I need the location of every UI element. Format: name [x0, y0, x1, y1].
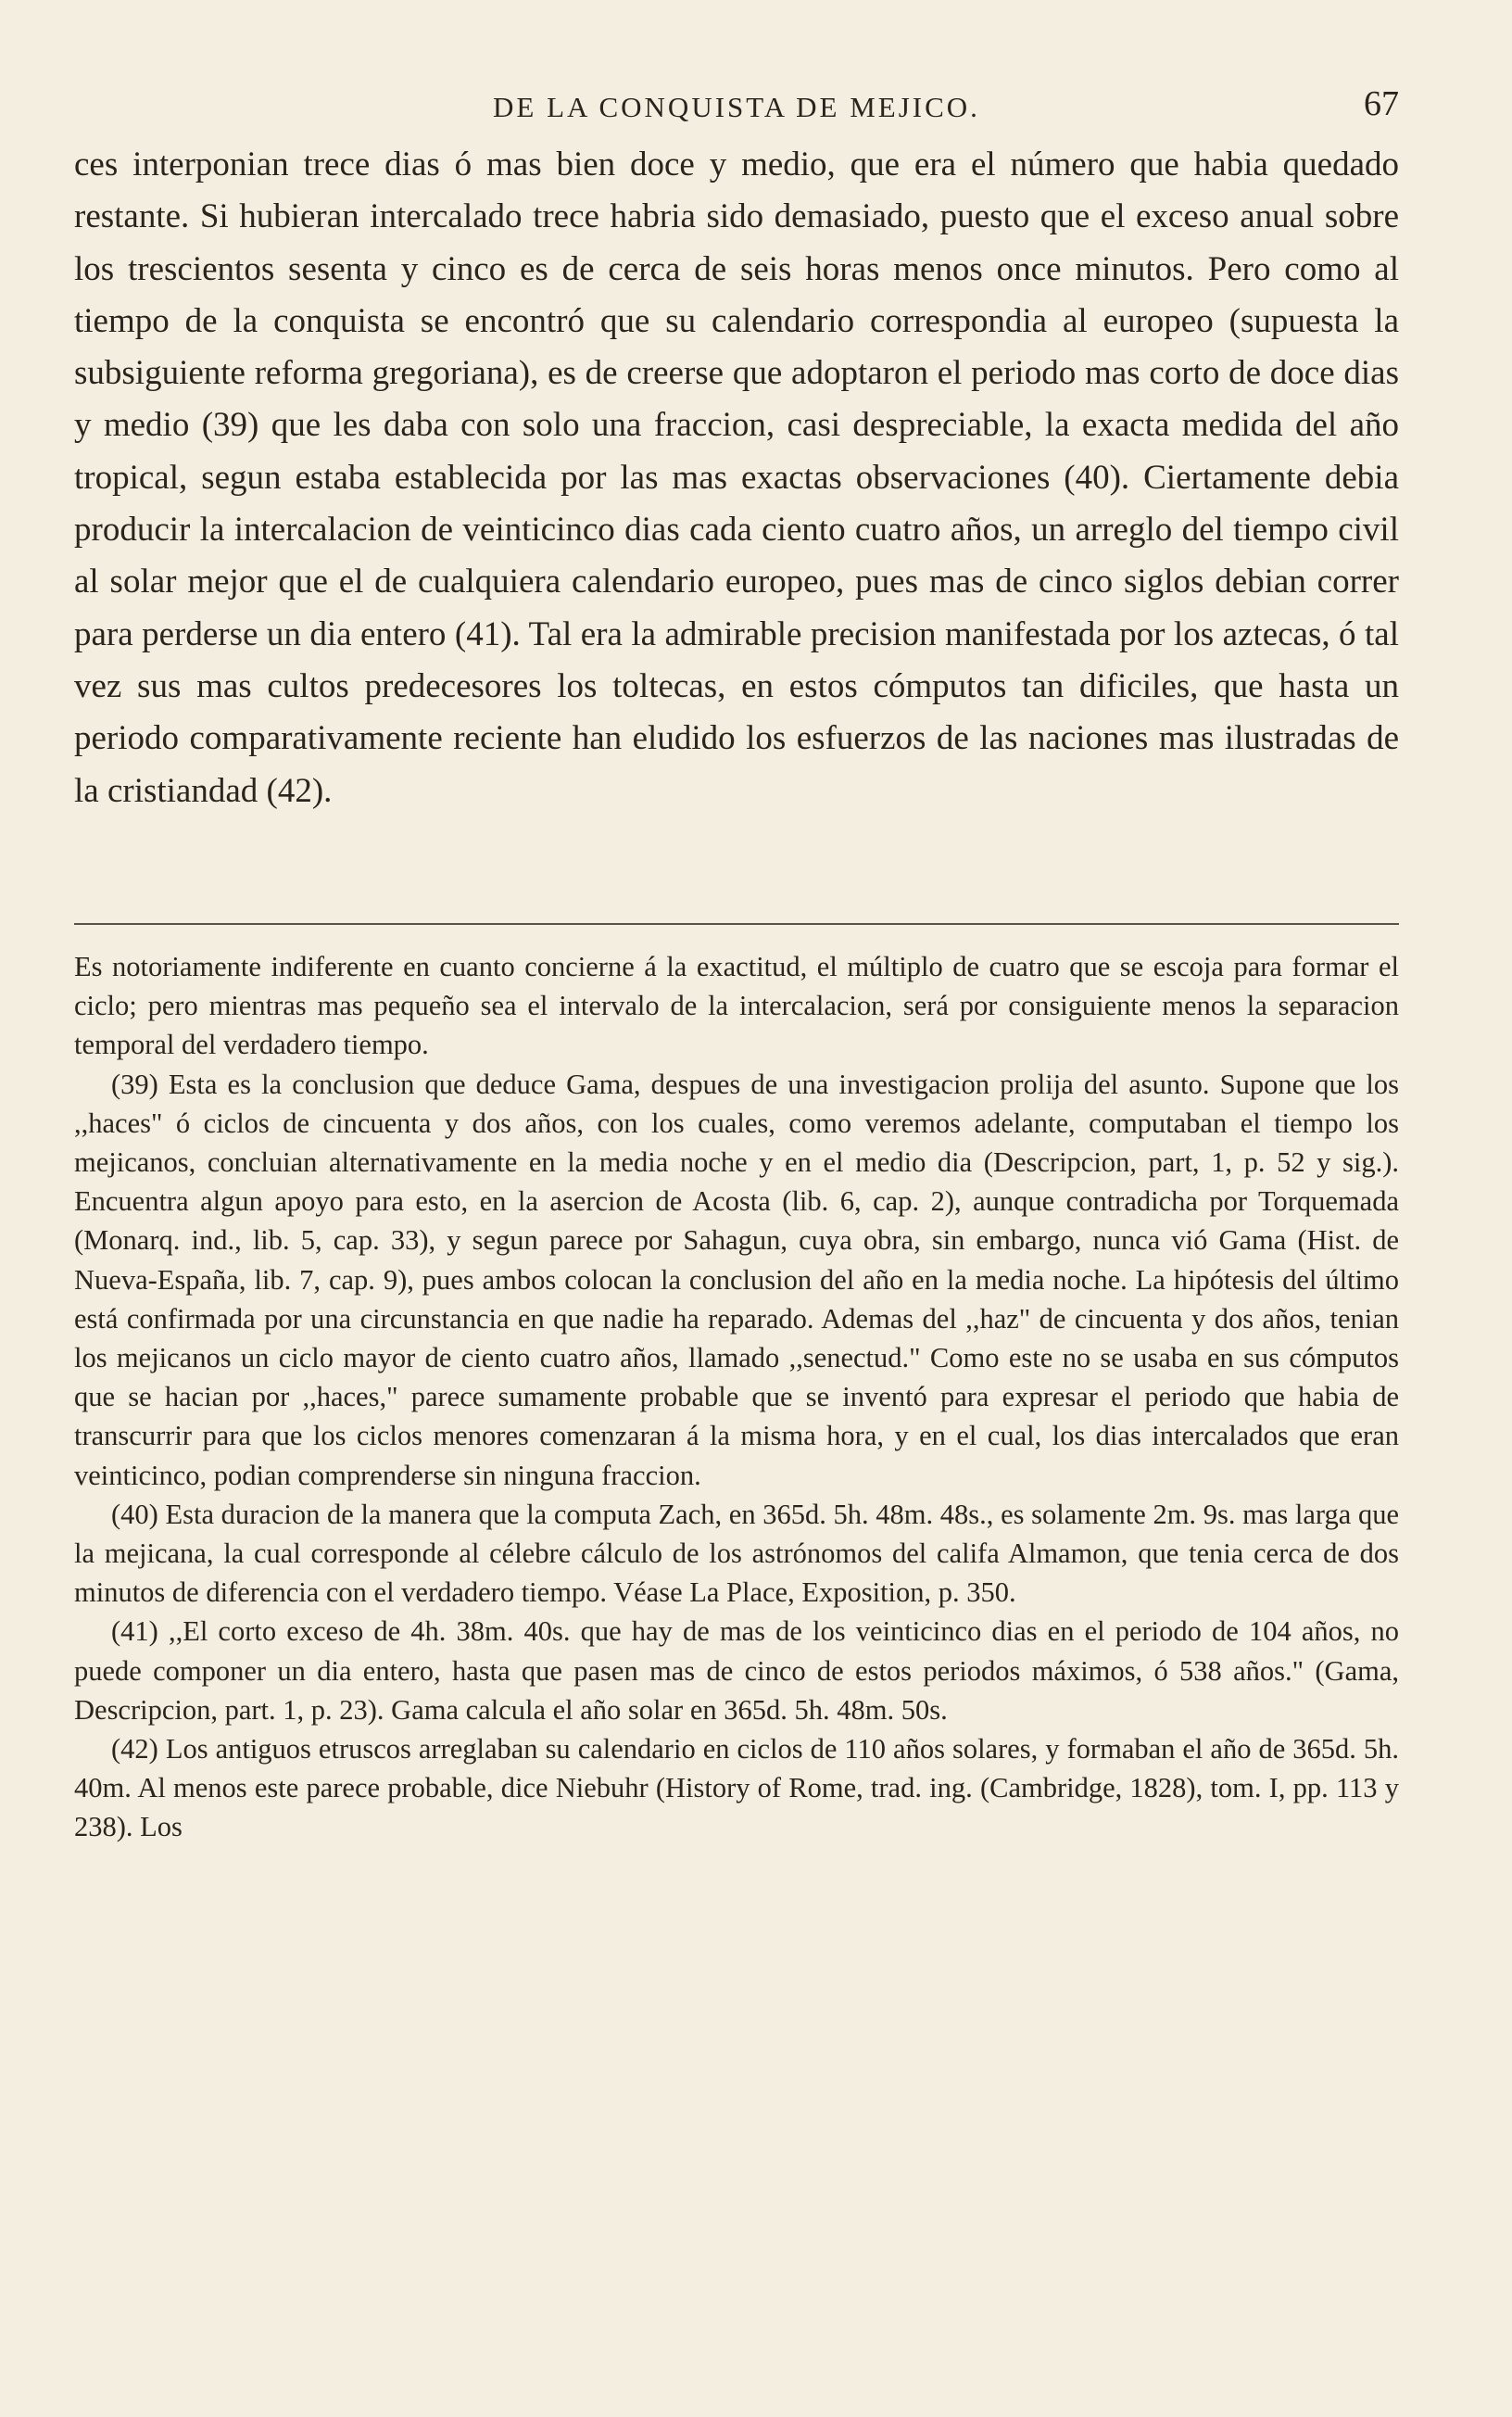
- footnote-42: (42) Los antiguos etruscos arreglaban su calendario en ciclos de 110 años solares, y formaban el año de 365d. 5h. 40m. Al menos este parece probable, dice Niebuhr (History of Rome, trad. ing. (Cambridge, 1828), tom. I, pp. 113 y 238). Los: [74, 1733, 1399, 1843]
- footnotes: [74, 947, 1399, 1847]
- running-head: DE LA CONQUISTA DE MEJICO.: [493, 91, 980, 123]
- footnote-continuation: Es notoriamente indiferente en cuanto concierne á la exactitud, el múltiplo de cuatro que se escoja para formar el ciclo; pero mientras mas pequeño sea el intervalo de la intercalacion, será por consiguiente menos la separacion temporal del verdadero tiempo.: [74, 951, 1399, 1061]
- footnote-41: (41) ,,El corto exceso de 4h. 38m. 40s. que hay de mas de los veinticinco dias en el periodo de 104 años, no puede componer un dia entero, hasta que pasen mas de cinco de estos periodos máximos, ó 538 años." (Gama, Descripcion, part. 1, p. 23). Gama calcula el año solar en 365d. 5h. 48m. 50s.: [74, 1615, 1399, 1726]
- footnote-divider: [74, 923, 1399, 925]
- main-text: [74, 139, 1399, 817]
- footnote-39: (39) Esta es la conclusion que deduce Gama, despues de una investigacion prolija del asunto. Supone que los ,,haces" ó ciclos de cincuenta y dos años, con los cuales, como veremos adelante, computaban el tiempo los mejicanos, concluian alternativamente en la media noche y en el medio dia (Descripcion, part, 1, p. 52 y sig.). Encuentra algun apoyo para esto, en la asercion de Acosta (lib. 6, cap. 2), aunque contradicha por Torquemada (Monarq. ind., lib. 5, cap. 33), y segun parece por Sahagun, cuya obra, sin embargo, nunca vió Gama (Hist. de Nueva-España, lib. 7, cap. 9), pues ambos colocan la conclusion del año en la media noche. La hipótesis del último está confirmada por una circunstancia en que nadie ha reparado. Ademas del ,,haz" de cincuenta y dos años, tenian los mejicanos un ciclo mayor de ciento cuatro años, llamado ,,senectud." Como este no se usaba en sus cómputos que se hacian por ,,haces," parece sumamente probable que se inventó para expresar el periodo que habia de transcurrir para que los ciclos menores comenzaran á la misma hora, y en el cual, los dias intercalados que eran veinticinco, podian comprenderse sin ninguna fraccion.: [74, 1068, 1399, 1491]
- page-number: 67: [1364, 84, 1399, 123]
- page-header: [74, 84, 1399, 128]
- footnote-40: (40) Esta duracion de la manera que la computa Zach, en 365d. 5h. 48m. 48s., es solamente 2m. 9s. mas larga que la mejicana, la cual corresponde al célebre cálculo de los astrónomos del califa Almamon, que tenia cerca de dos minutos de diferencia con el verdadero tiempo. Véase La Place, Exposition, p. 350.: [74, 1498, 1399, 1609]
- body-paragraph: ces interponian trece dias ó mas bien doce y medio, que era el número que habia quedado restante. Si hubieran intercalado trece habria sido demasiado, puesto que el exceso anual sobre los trescientos sesenta y cinco es de cerca de seis horas menos once minutos. Pero como al tiempo de la conquista se encontró que su calendario correspondia al europeo (supuesta la subsiguiente reforma gregoriana), es de creerse que adoptaron el periodo mas corto de doce dias y medio (39) que les daba con solo una fraccion, casi despreciable, la exacta medida del año tropical, segun estaba establecida por las mas exactas observaciones (40). Ciertamente debia producir la intercalacion de veinticinco dias cada ciento cuatro años, un arreglo del tiempo civil al solar mejor que el de cualquiera calendario europeo, pues mas de cinco siglos debian correr para perderse un dia entero (41). Tal era la admirable precision manifestada por los aztecas, ó tal vez sus mas cultos predecesores los toltecas, en estos cómputos tan dificiles, que hasta un periodo comparativamente reciente han eludido los esfuerzos de las naciones mas ilustradas de la cristiandad (42).: [74, 146, 1399, 810]
